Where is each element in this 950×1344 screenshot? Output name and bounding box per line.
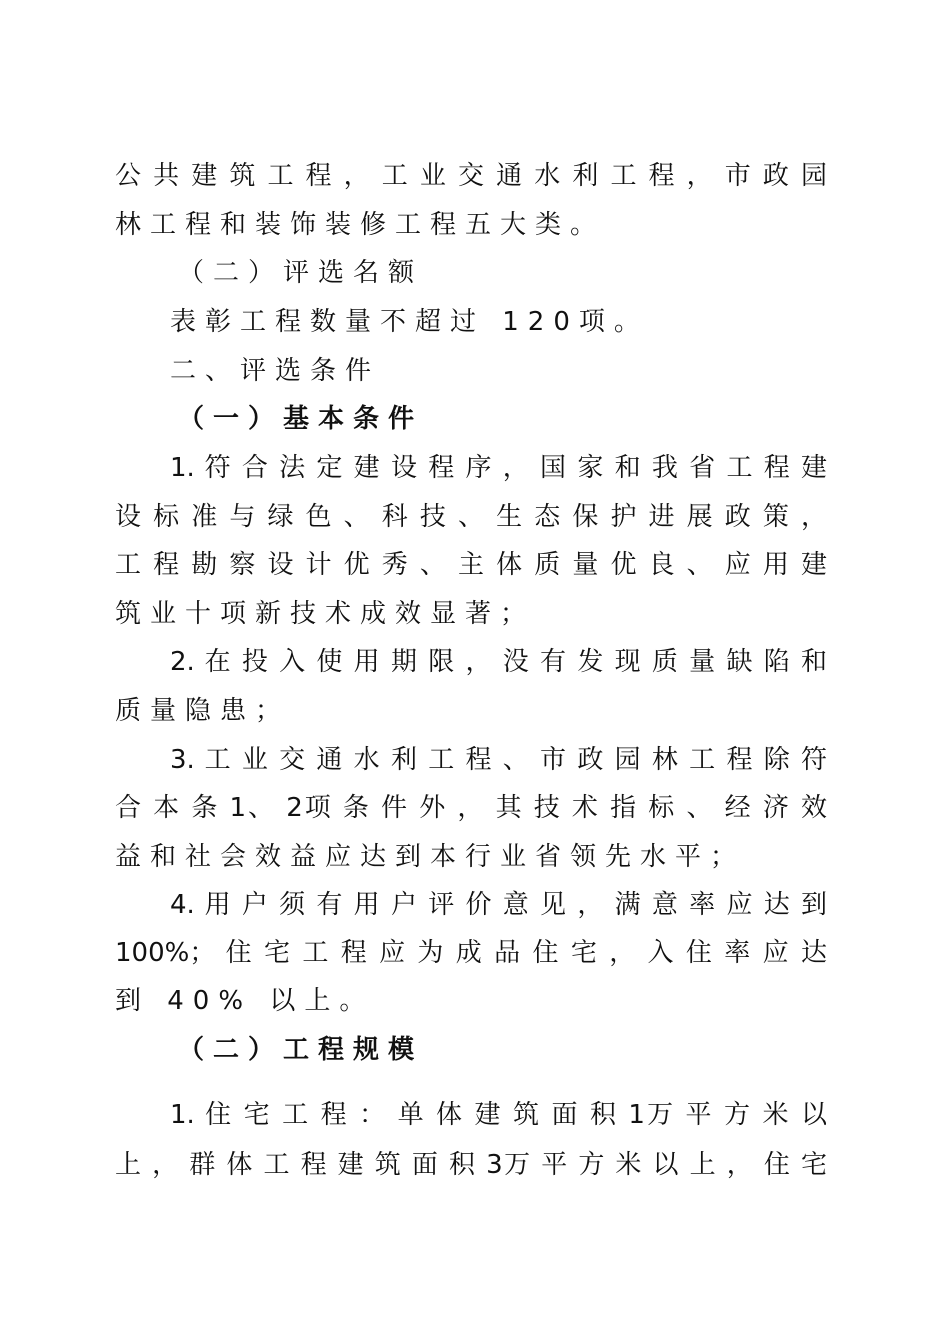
paragraph-line: 设 标 准 与 绿 色 、 科 技 、 生 态 保 护 进 展 政 策 ， — [115, 502, 827, 532]
paragraph-line: 到 40% 以上。 — [115, 986, 375, 1016]
paragraph-line: 2. 在 投 入 使 用 期 限 ， 没 有 发 现 质 量 缺 陷 和 — [170, 647, 827, 677]
paragraph-line: 公 共 建 筑 工 程 ， 工 业 交 通 水 利 工 程 ， 市 政 园 — [115, 161, 827, 191]
paragraph-line: 4. 用 户 须 有 用 户 评 价 意 见 ， 满 意 率 应 达 到 — [170, 890, 827, 920]
subsection-heading-scale: （二）工程规模 — [178, 1035, 424, 1065]
paragraph-line: 表彰工程数量不超过 120项。 — [170, 307, 649, 337]
paragraph-line: 1. 住 宅 工 程 ： 单 体 建 筑 面 积 1万 平 方 米 以 — [170, 1100, 827, 1130]
paragraph-line: 100%； 住 宅 工 程 应 为 成 品 住 宅 ， 入 住 率 应 达 — [115, 938, 827, 968]
paragraph-line: 上 ， 群 体 工 程 建 筑 面 积 3万 平 方 米 以 上 ， 住 宅 — [115, 1150, 827, 1180]
subsection-heading-basic: （一）基本条件 — [178, 404, 424, 434]
paragraph-line: 林工程和装饰装修工程五大类。 — [115, 210, 606, 240]
paragraph-line: 筑业十项新技术成效显著； — [115, 599, 536, 629]
paragraph-line: 3. 工 业 交 通 水 利 工 程 、 市 政 园 林 工 程 除 符 — [170, 745, 827, 775]
paragraph-line: 工 程 勘 察 设 计 优 秀 、 主 体 质 量 优 良 、 应 用 建 — [115, 550, 827, 580]
paragraph-line: 益和社会效益应达到本行业省领先水平； — [115, 842, 746, 872]
paragraph-line: 1. 符 合 法 定 建 设 程 序 ， 国 家 和 我 省 工 程 建 — [170, 453, 827, 483]
section-heading-quota: （二）评选名额 — [178, 258, 424, 288]
section-heading-criteria: 二、评选条件 — [170, 356, 381, 386]
paragraph-line: 合 本 条 1、 2项 条 件 外 ， 其 技 术 指 标 、 经 济 效 — [115, 793, 827, 823]
paragraph-line: 质量隐患； — [115, 696, 291, 726]
